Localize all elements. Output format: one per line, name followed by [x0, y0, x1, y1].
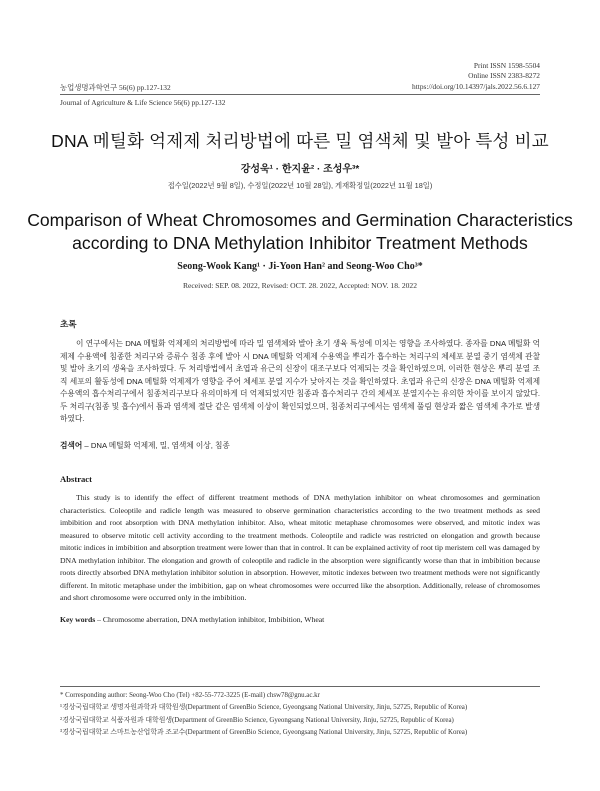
paper-title-en-line2: according to DNA Methylation Inhibitor Treatment Methods: [72, 233, 528, 253]
paper-title-en: [0, 209, 600, 255]
paper-title-ko: DNA 메틸화 억제제 처리방법에 따른 밀 염색체 및 발아 특성 비교: [51, 131, 549, 151]
paper-title-en-line1: Comparison of Wheat Chromosomes and Germination Characteristics: [27, 210, 573, 230]
korean-keywords-value: DNA 메틸화 억제제, 밀, 염색체 이상, 침종: [90, 441, 230, 450]
footnotes: [60, 690, 540, 739]
doi-link[interactable]: https://doi.org/10.14397/jals.2022.56.6.127: [412, 81, 540, 91]
journal-name-en: Journal of Agriculture & Life Science 56(6) pp.127-132: [60, 98, 226, 107]
footnote-divider: [60, 686, 540, 687]
journal-name-ko: 농업생명과학연구 56(6) pp.127-132: [60, 83, 171, 92]
korean-abstract-text: 이 연구에서는 DNA 메틸화 억제제의 처리방법에 따라 밀 염색체와 발아 초기 생육 특성에 미치는 영향을 조사하였다. 종자를 DNA 메틸화 억제제 수용액에 침종한 처리구와 증류수 침종 후에 발아 시 DNA 메틸화 억제제 수용액을 뿌리가 흡수하는 처리구의 체세포 분열 중기 염색체 관찰 및 발아 초기의 생육을 조사하였다. 두 처리방법에서 초엽과 유근의 신장이 대조구보다 억제되는 것을 확인하였으며, 이러한 현상은 뿌리 분열 조직 세포의 활동성에 DNA 메틸화 억제제가 영향을 주어 체세포 분열 지수가 낮아지는 것을 확인하였다. 초엽과 유근의 신장은 DNA 메틸화 억제제 수용액의 흡수처리구에서 침종처리구보다 유의미하게 더 억제되었지만 침종과 흡수처리구 간의 체세포 분열지수는 유의한 차이를 보이지 않았다. 두 처리구(침종 및 흡수)에서 틈과 염색체 절단 같은 염색체 이상이 확인되었으며, 침종처리구에서는 염색체 풀림 현상과 짧은 염색체 추가로 발생하였다.: [60, 339, 540, 423]
corresponding-author-note: * Corresponding author: Seong-Woo Cho (Tel) +82-55-772-3225 (E-mail) chsw78@gnu.ac.kr: [60, 692, 320, 699]
korean-abstract-heading: 초록: [60, 319, 77, 329]
header-divider: [60, 94, 540, 95]
english-keywords-label: Key words: [60, 615, 96, 624]
abstract-heading: Abstract: [60, 474, 92, 484]
affiliation-1: ¹경상국립대학교 생명자원과학과 대학원생(Department of GreenBio Science, Gyeongsang National University, Jinju, 52725, Republic of Korea): [60, 704, 468, 712]
submission-dates-en: Received: SEP. 08. 2022, Revised: OCT. 28. 2022, Accepted: NOV. 18. 2022: [182, 281, 418, 290]
abstract-text: This study is to identify the effect of different treatment methods of DNA methylation inhibitor on wheat chromosomes and germination characteristics. Coleoptile and radicle length was measured to observe germination characteristics according to the two treatment methods as seed imbibition and root absorption with DNA methylation inhibitor. Also, wheat mitotic metaphase chromosomes were observed, and mitotic index was measured to observe mitotic cell activity according to the treatment methods. Coleoptile and radicle was restricted on elongation and growth because mitotic indices in imbibition and absorption treatment were lower than that in control. It can be explained activity of root tip meristem cell was damaged by DNA methylation inhibitor. The elongation and growth of coleoptile and radicle in the absorption were significantly worse than that in imbibition because roots directly absorbed DNA methylation inhibitor solution in absorption. However, mitotic indexes between two treatment methods were not significantly different. In mitotic metaphase under the imbibition, gap on wheat chromosomes were occurred like the absorption. Additionally, release of chromosomes and short chromosome were occurred only in the imbibition.: [60, 493, 540, 602]
korean-abstract-body: [60, 338, 540, 426]
affiliation-2: ²경상국립대학교 식품자원과 대학원생(Department of GreenBio Science, Gyeongsang National University, Jinju, 52725, Republic of Korea): [60, 716, 454, 724]
english-keywords: Key words – Chromosome aberration, DNA methylation inhibitor, Imbibition, Wheat: [60, 615, 325, 624]
author-list-en: Seong-Wook Kang¹ · Ji-Yoon Han² and Seong-Woo Cho³*: [177, 261, 423, 272]
english-keywords-value: Chromosome aberration, DNA methylation inhibitor, Imbibition, Wheat: [102, 615, 325, 624]
print-issn: Print ISSN 1598-5504: [473, 61, 540, 70]
korean-keywords: 검색어 – DNA 메틸화 억제제, 밀, 염색체 이상, 침종: [60, 441, 230, 450]
korean-keywords-label: 검색어: [60, 441, 83, 450]
abstract-body: [60, 492, 540, 605]
journal-issn-block: [412, 61, 540, 92]
online-issn: Online ISSN 2383-8272: [468, 71, 540, 81]
submission-dates-ko: 접수일(2022년 9월 8일), 수정일(2022년 10월 28일), 게재확정일(2022년 11월 18일): [167, 181, 433, 190]
author-list-ko: 강성욱¹ · 한지윤² · 조성우³*: [240, 164, 360, 175]
affiliation-3: ³경상국립대학교 스마트농산업학과 조교수(Department of GreenBio Science, Gyeongsang National University, Jinju, 52725, Republic of Korea): [60, 728, 468, 736]
